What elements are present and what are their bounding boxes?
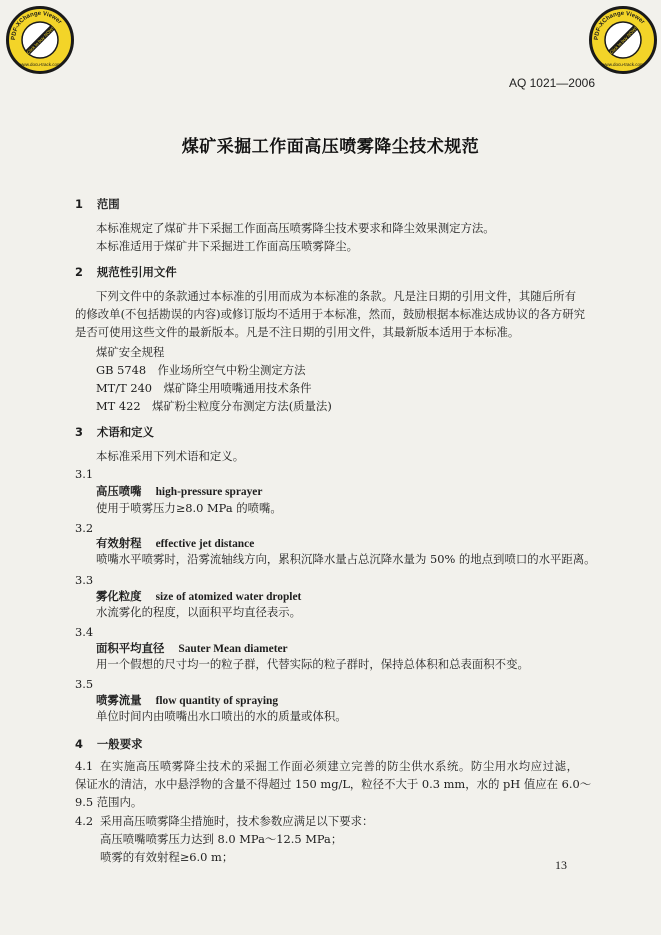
paragraph: 本标准适用于煤矿井下采掘进工作面高压喷雾降尘。	[96, 239, 358, 253]
stamp-ring-text: PDF-XChange Viewer	[10, 10, 63, 41]
term-number: 3.3	[75, 573, 94, 587]
term-definition: 喷嘴水平喷雾时，沿雾流轴线方向，累积沉降水量占总沉降水量为 50% 的地点到喷口的水平距离。	[96, 552, 596, 566]
stamp-ring-icon	[589, 6, 657, 74]
section-2-heading	[75, 264, 177, 280]
paragraph: 本标准规定了煤矿井下采掘工作面高压喷雾降尘技术要求和降尘效果测定方法。	[96, 221, 495, 235]
term-heading	[96, 535, 254, 552]
term-en: size of atomized water droplet	[155, 591, 302, 603]
term-en: Sauter Mean diameter	[178, 643, 288, 655]
stamp-ring-icon	[6, 6, 74, 74]
paragraph-line: 9.5 范围内。	[75, 795, 143, 809]
reference-item: 煤矿安全规程	[96, 345, 165, 359]
section-title: 术语和定义	[96, 425, 154, 439]
term-heading	[96, 640, 288, 657]
paragraph-line: 保证水的清洁，水中悬浮物的含量不得超过 150 mg/L，粒径不大于 0.3 mm，水的 pH 值应在 6.0～	[75, 777, 592, 791]
section-3-heading	[75, 424, 154, 440]
term-en: high-pressure sprayer	[155, 486, 263, 498]
term-definition: 单位时间内由喷嘴出水口喷出的水的质量或体积。	[96, 709, 347, 723]
page-number: 13	[555, 858, 567, 872]
reference-item: MT 422 煤矿粉尘粒度分布测定方法(质量法)	[96, 399, 332, 413]
paragraph-line: 下列文件中的条款通过本标准的引用而成为本标准的条款。凡是注日期的引用文件，其随后所有	[96, 289, 576, 303]
term-en: effective jet distance	[155, 538, 255, 550]
stamp-center-text: Click to buy NOW!	[25, 25, 56, 56]
stamp-center-text: Click to buy NOW!	[608, 25, 639, 56]
stamp-sub-text: www.docu-track.com	[602, 62, 644, 67]
reference-item: MT/T 240 煤矿降尘用喷嘴通用技术条件	[96, 381, 312, 395]
section-4-heading	[75, 736, 142, 752]
paragraph: 本标准采用下列术语和定义。	[96, 449, 245, 463]
term-cn: 喷雾流量	[96, 693, 142, 707]
list-item: 喷雾的有效射程≥6.0 m；	[100, 850, 234, 864]
term-cn: 面积平均直径	[96, 641, 165, 655]
term-cn: 雾化粒度	[96, 589, 142, 603]
clause-number: 4.2	[75, 814, 94, 828]
term-definition: 用一个假想的尺寸均一的粒子群，代替实际的粒子群时，保持总体积和总表面积不变。	[96, 657, 529, 671]
section-number: 3	[75, 425, 83, 439]
term-cn: 高压喷嘴	[96, 484, 142, 498]
term-definition: 水流雾化的程度，以面积平均直径表示。	[96, 605, 302, 619]
stamp-ring-text: PDF-XChange Viewer	[593, 10, 646, 41]
list-item: 高压喷嘴喷雾压力达到 8.0 MPa～12.5 MPa；	[100, 832, 343, 846]
reference-item: GB 5748 作业场所空气中粉尘测定方法	[96, 363, 306, 377]
term-number: 3.2	[75, 521, 94, 535]
section-title: 规范性引用文件	[96, 265, 177, 279]
term-definition: 使用于喷雾压力≥8.0 MPa 的喷嘴。	[96, 501, 282, 515]
pdf-xchange-stamp-right[interactable]	[589, 6, 657, 74]
paragraph-line: 采用高压喷雾降尘措施时，技术参数应满足以下要求：	[100, 814, 374, 828]
clause-number: 4.1	[75, 759, 94, 773]
term-cn: 有效射程	[96, 536, 142, 550]
paragraph-line: 是否可使用这些文件的最新版本。凡是不注日期的引用文件，其最新版本适用于本标准。	[75, 325, 520, 339]
section-number: 4	[75, 737, 83, 751]
section-1-heading	[75, 196, 120, 212]
term-heading	[96, 692, 278, 709]
paragraph-line: 的修改单(不包括勘误的内容)或修订版均不适用于本标准，然而，鼓励根据本标准达成协议的各方研究	[75, 307, 586, 321]
section-title: 范围	[96, 197, 120, 211]
stamp-sub-text: www.docu-track.com	[19, 62, 61, 67]
section-number: 2	[75, 265, 83, 279]
standard-code: AQ 1021—2006	[508, 76, 595, 90]
section-number: 1	[75, 197, 83, 211]
paragraph-line: 在实施高压喷雾降尘技术的采掘工作面必须建立完善的防尘供水系统。防尘用水均应过滤，	[100, 759, 578, 773]
pdf-xchange-stamp-left[interactable]	[6, 6, 74, 74]
section-title: 一般要求	[96, 737, 143, 751]
term-number: 3.4	[75, 625, 94, 639]
term-number: 3.5	[75, 677, 94, 691]
term-heading	[96, 483, 262, 500]
term-en: flow quantity of spraying	[155, 695, 279, 707]
term-heading	[96, 588, 301, 605]
document-title: 煤矿采掘工作面高压喷雾降尘技术规范	[181, 137, 480, 157]
term-number: 3.1	[75, 467, 94, 481]
